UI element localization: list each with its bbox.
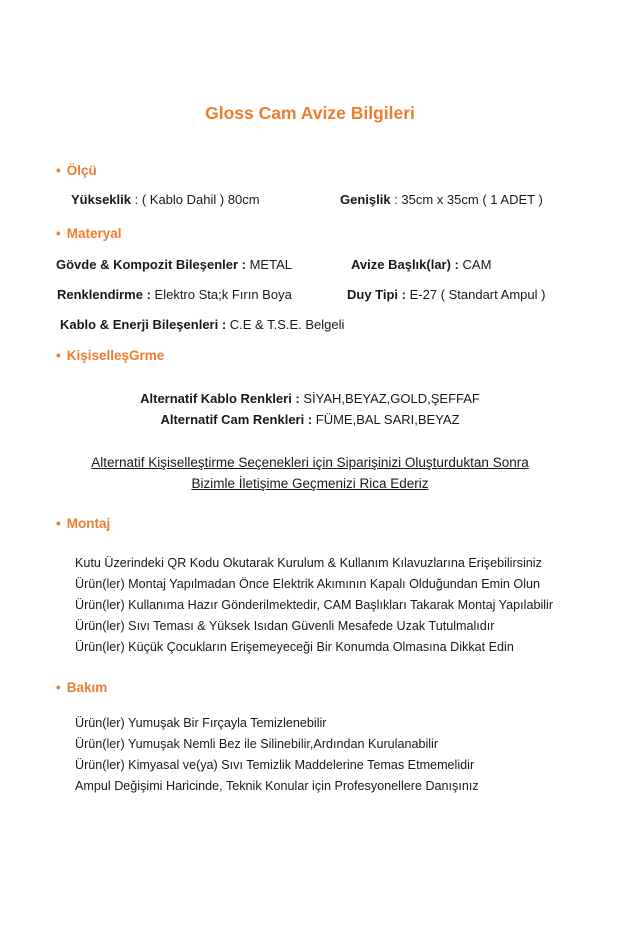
section-heading-kisisellestirme — [56, 348, 164, 363]
glass-colors-label: Alternatif Cam Renkleri : — [160, 412, 313, 427]
custom-note-text: Alternatif Kişiselleştirme Seçenekleri için Siparişinizi Oluşturduktan Sonra — [91, 455, 529, 470]
width-row — [340, 192, 543, 207]
list-item: Ürün(ler) Kullanıma Hazır Gönderilmektedir, CAM Başlıkları Takarak Montaj Yapılabilir — [75, 598, 554, 612]
cable-label: Kablo & Enerji Bileşenleri : — [60, 317, 227, 332]
list-item: Ürün(ler) Yumuşak Nemli Bez ile Silinebilir,Ardından Kurulanabilir — [75, 737, 439, 751]
body-material-label: Gövde & Kompozit Bileşenler : — [56, 257, 246, 272]
list-item: Ürün(ler) Sıvı Teması & Yüksek Isıdan Güvenli Mesafede Uzak Tutulmalıdır — [75, 619, 495, 633]
section-title: Bakım — [66, 680, 108, 695]
list-item: Ampul Değişimi Haricinde, Teknik Konular için Profesyonellere Danışınız — [75, 779, 479, 793]
list-item: Ürün(ler) Montaj Yapılmadan Önce Elektrik Akımının Kapalı Olduğundan Emin Olun — [75, 577, 541, 591]
bullet: • — [56, 226, 61, 241]
custom-note-text: Bizimle İletişime Geçmenizi Rica Ederiz — [191, 476, 429, 491]
custom-note-line1 — [0, 455, 620, 470]
height-label: Yükseklik — [71, 192, 131, 207]
body-material-value: METAL — [245, 257, 292, 272]
cable-colors-label: Alternatif Kablo Renkleri : — [140, 391, 300, 406]
head-material-value: CAM — [458, 257, 492, 272]
glass-colors-value: FÜME,BAL SARI,BEYAZ — [312, 412, 460, 427]
coloring-label: Renklendirme : — [57, 287, 151, 302]
width-value: : 35cm x 35cm ( 1 ADET ) — [390, 192, 543, 207]
socket-value: E-27 ( Standart Ampul ) — [405, 287, 546, 302]
list-item: Ürün(ler) Kimyasal ve(ya) Sıvı Temizlik Maddelerine Temas Etmemelidir — [75, 758, 475, 772]
page-title: Gloss Cam Avize Bilgileri — [205, 103, 415, 123]
section-title: Montaj — [66, 516, 111, 531]
section-heading-bakim — [56, 680, 107, 695]
cable-row — [60, 317, 344, 332]
bullet: • — [56, 163, 61, 178]
bullet: • — [56, 680, 61, 695]
cable-value: C.E & T.S.E. Belgeli — [226, 317, 345, 332]
width-label: Genişlik — [340, 192, 391, 207]
head-material-row — [351, 257, 491, 272]
height-value: : ( Kablo Dahil ) 80cm — [131, 192, 260, 207]
bullet: • — [56, 348, 61, 363]
bullet: • — [56, 516, 61, 531]
list-item: Ürün(ler) Küçük Çocukların Erişemeyeceği Bir Konumda Olmasına Dikkat Edin — [75, 640, 514, 654]
glass-colors-row — [0, 412, 620, 427]
coloring-row — [57, 287, 292, 302]
section-title: KişiselleşGrme — [66, 348, 165, 363]
section-title: Materyal — [66, 226, 122, 241]
list-item: Kutu Üzerindeki QR Kodu Okutarak Kurulum & Kullanım Kılavuzlarına Erişebilirsiniz — [75, 556, 542, 570]
cable-colors-value: SİYAH,BEYAZ,GOLD,ŞEFFAF — [299, 391, 480, 406]
socket-label: Duy Tipi : — [347, 287, 406, 302]
list-item: Ürün(ler) Yumuşak Bir Fırçayla Temizlenebilir — [75, 716, 327, 730]
body-material-row — [56, 257, 292, 272]
head-material-label: Avize Başlık(lar) : — [351, 257, 459, 272]
section-heading-olcu — [56, 163, 97, 178]
section-title: Ölçü — [66, 163, 97, 178]
section-heading-montaj — [56, 516, 110, 531]
custom-note-line2 — [0, 476, 620, 491]
section-heading-materyal — [56, 226, 122, 241]
socket-row — [347, 287, 545, 302]
height-row — [71, 192, 260, 207]
cable-colors-row — [0, 391, 620, 406]
coloring-value: Elektro Sta;k Fırın Boya — [150, 287, 292, 302]
